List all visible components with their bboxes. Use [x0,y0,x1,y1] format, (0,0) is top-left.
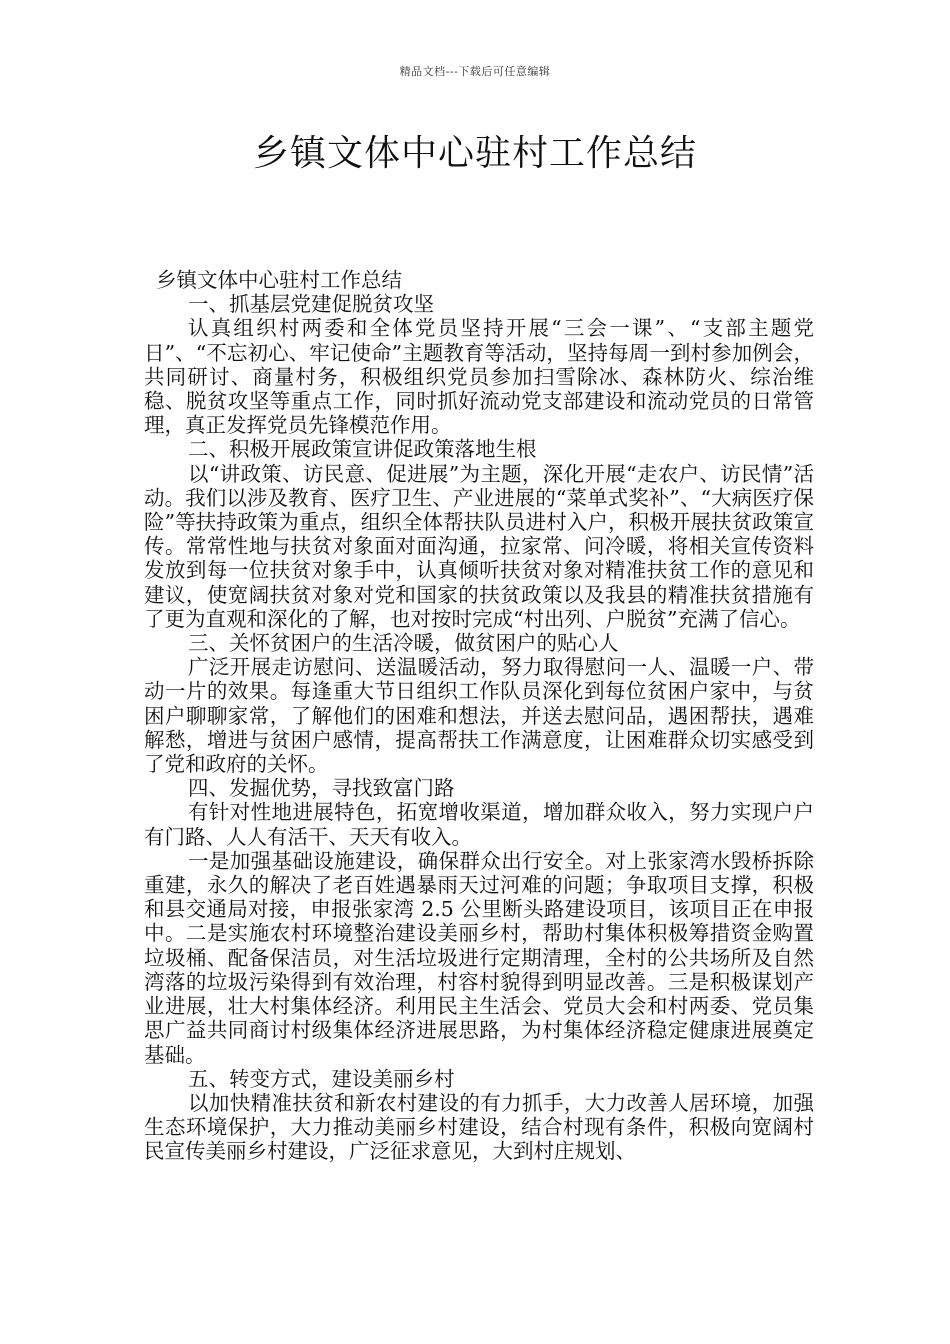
document-body [144,268,814,1164]
document-subtitle: 乡镇文体中心驻村工作总结 [156,268,402,292]
section-heading: 三、关怀贫困户的生活冷暖，做贫困户的贴心人 [188,631,619,656]
section-heading: 四、发掘优势，寻找致富门路 [188,776,455,801]
section-heading: 二、积极开展政策宣讲促政策落地生根 [188,437,537,462]
section-paragraph: 广泛开展走访慰问、送温暖活动，努力取得慰问一人、温暖一户、带动一片的效果。每逢重大节日组织工作队员深化到每位贫困户家中，与贫困户聊聊家常，了解他们的困难和想法，并送去慰问品，遇困帮扶，遇难解愁，增进与贫困户感情，提高帮扶工作满意度，让困难群众切实感受到了党和政府的关怀。 [144,655,814,777]
section-paragraph: 一是加强基础设施建设，确保群众出行安全。对上张家湾水毁桥拆除重建，永久的解决了老百姓遇暴雨天过河难的问题；争取项目支撑，积极和县交通局对接，申报张家湾 2.5 公里断头路建设项目，该项目正在申报中。二是实施农村环境整治建设美丽乡村，帮助村集体积极筹措资金购置垃圾桶、配备保洁员，对生活垃圾进行定期清理，全村的公共场所及自然湾落的垃圾污染得到有效治理，村容村貌得到明显改善。三是积极谋划产业进展，壮大村集体经济。利用民主生活会、党员大会和村两委、党员集思广益共同商讨村级集体经济进展思路，为村集体经济稳定健康进展奠定基础。 [144,848,814,1067]
section-heading: 一、抓基层党建促脱贫攻坚 [188,292,434,317]
section-paragraph: 认真组织村两委和全体党员坚持开展“三会一课”、“支部主题党日”、“不忘初心、牢记使命”主题教育等活动，坚持每周一到村参加例会，共同研讨、商量村务，积极组织党员参加扫雪除冰、森林防火、综治维稳、脱贫攻坚等重点工作，同时抓好流动党支部建设和流动党员的日常管理，真正发挥党员先锋模范作用。 [144,316,814,438]
section-heading: 五、转变方式，建设美丽乡村 [188,1066,455,1091]
section-paragraph: 以“讲政策、访民意、促进展”为主题，深化开展“走农户、访民情”活动。我们以涉及教育、医疗卫生、产业进展的“菜单式奖补”、“大病医疗保险”等扶持政策为重点，组织全体帮扶队员进村入户，积极开展扶贫政策宣传。常常性地与扶贫对象面对面沟通，拉家常、问冷暖，将相关宣传资料发放到每一位扶贫对象手中，认真倾听扶贫对象对精准扶贫工作的意见和建议，使宽阔扶贫对象对党和国家的扶贫政策以及我县的精准扶贫措施有了更为直观和深化的了解，也对按时完成“村出列、户脱贫”充满了信心。 [144,461,814,631]
section-paragraph: 有针对性地进展特色，拓宽增收渠道，增加群众收入，努力实现户户有门路、人人有活干、天天有收入。 [144,800,814,849]
section-paragraph: 以加快精准扶贫和新农村建设的有力抓手，大力改善人居环境，加强生态环境保护，大力推动美丽乡村建设，结合村现有条件，积极向宽阔村民宣传美丽乡村建设，广泛征求意见，大到村庄规划、 [144,1090,814,1164]
document-title: 乡镇文体中心驻村工作总结 [252,133,697,174]
header-note: 精品文档---下载后可任意编辑 [399,65,551,78]
